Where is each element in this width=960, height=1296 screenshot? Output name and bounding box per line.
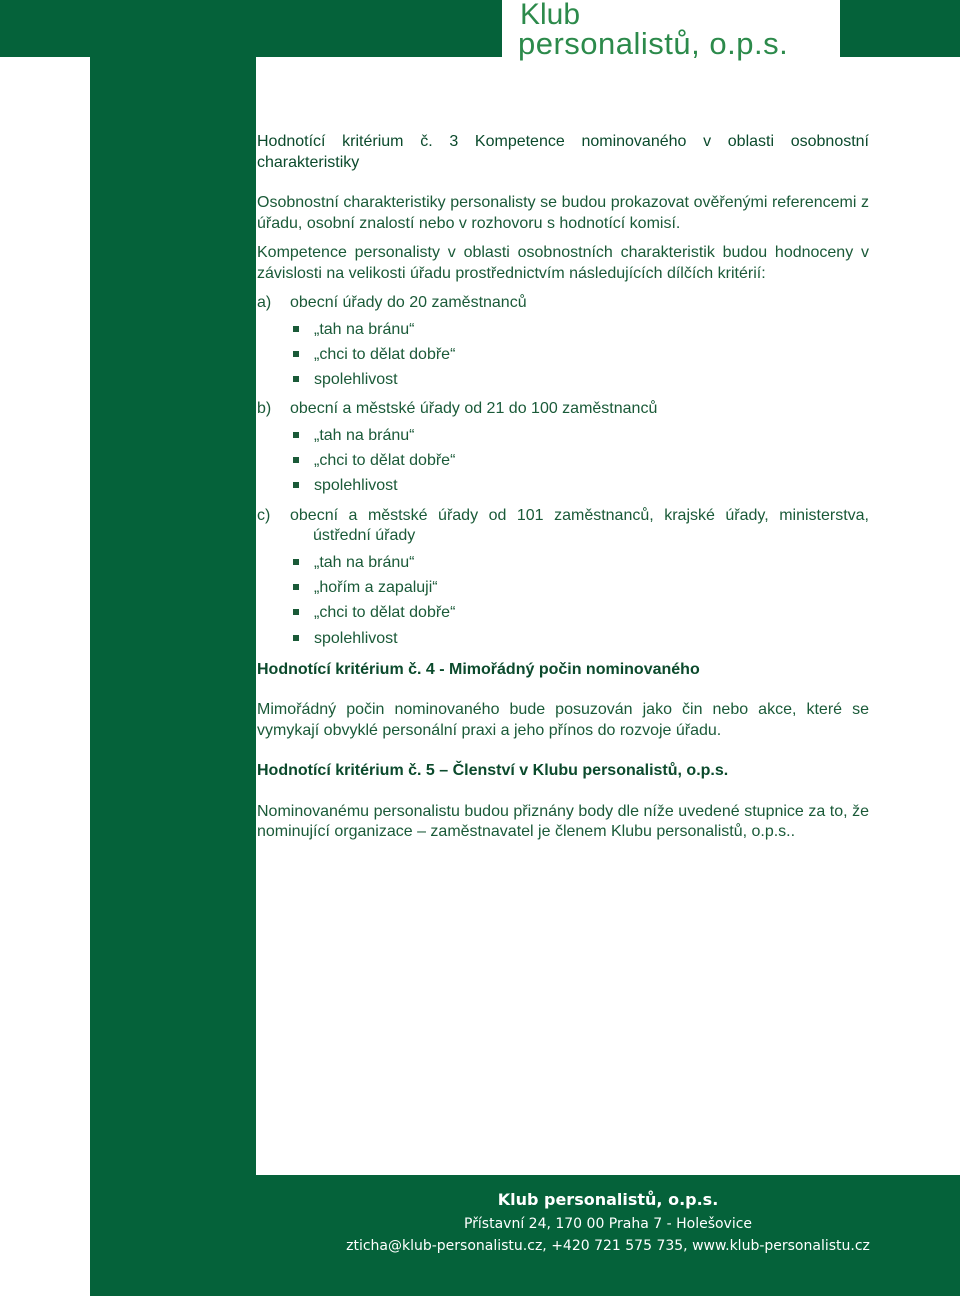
- section3-paragraph-2: Kompetence personalisty v oblasti osobnostních charakteristik budou hodnoceny v závislosti na velikosti úřadu prostřednictvím následujících dílčích kritérií:: [257, 244, 869, 282]
- list-item: „tah na bránu“: [257, 550, 869, 575]
- footer-contact: zticha@klub-personalistu.cz, +420 721 575 735, www.klub-personalistu.cz: [346, 1238, 870, 1254]
- section4-heading: Hodnotící kritérium č. 4 - Mimořádný počin nominovaného: [257, 660, 700, 678]
- bullet-square-icon: [293, 432, 299, 438]
- list-item: „chci to dělat dobře“: [257, 600, 869, 625]
- group-c-bullets: [257, 550, 869, 651]
- section4-paragraph: Mimořádný počin nominovaného bude posuzován jako čin nebo akce, které se vymykají obvyklé personální praxi a jeho přínos do rozvoje úřadu.: [257, 701, 869, 739]
- list-item: spolehlivost: [257, 626, 869, 651]
- group-letter: c): [257, 506, 271, 524]
- bullet-square-icon: [293, 609, 299, 615]
- logo-line-1: Klub: [520, 0, 581, 31]
- section5-heading: Hodnotící kritérium č. 5 – Členství v Klubu personalistů, o.p.s.: [257, 762, 729, 780]
- group-text: obecní a městské úřady od 21 do 100 zaměstnanců: [290, 400, 658, 418]
- list-item: „chci to dělat dobře“: [257, 448, 869, 473]
- group-letter: b): [257, 400, 272, 418]
- bullet-square-icon: [293, 457, 299, 463]
- group-text: obecní úřady do 20 zaměstnanců: [290, 294, 527, 311]
- list-item: „tah na bránu“: [257, 317, 869, 342]
- list-item: „tah na bránu“: [257, 423, 869, 448]
- criteria-group-c: [257, 506, 869, 547]
- group-b-bullets: [257, 423, 869, 499]
- group-letter: a): [257, 294, 272, 311]
- group-a-bullets: [257, 317, 869, 393]
- section3-heading: Hodnotící kritérium č. 3 Kompetence nominovaného v oblasti osobnostní charakteristiky: [257, 133, 869, 171]
- bullet-square-icon: [293, 326, 299, 332]
- footer-org-name: Klub personalistů, o.p.s.: [497, 1190, 719, 1209]
- list-item: „hořím a zapaluji“: [257, 575, 869, 600]
- criteria-group-b: [257, 399, 869, 420]
- bullet-square-icon: [293, 635, 299, 641]
- group-text: obecní a městské úřady od 101 zaměstnanců, krajské úřady, ministerstva, ústřední úřady: [290, 506, 869, 545]
- logo-line-2: personalistů, o.p.s.: [518, 26, 789, 61]
- document-body: [257, 132, 869, 843]
- bullet-square-icon: [293, 482, 299, 488]
- footer: [256, 1185, 960, 1257]
- section3-paragraph-1: Osobnostní charakteristiky personalisty se budou prokazovat ověřenými referencemi z úřadu, osobní znalostí nebo v rozhovoru s hodnotící komisí.: [257, 194, 869, 232]
- list-item: spolehlivost: [257, 473, 869, 498]
- footer-address: Přístavní 24, 170 00 Praha 7 - Holešovice: [463, 1216, 753, 1232]
- bullet-square-icon: [293, 584, 299, 590]
- bullet-square-icon: [293, 559, 299, 565]
- header-band-right: [840, 0, 960, 57]
- bullet-square-icon: [293, 376, 299, 382]
- klub-logo: [518, 0, 838, 66]
- bullet-square-icon: [293, 351, 299, 357]
- left-sidebar-band: [90, 0, 256, 1296]
- criteria-list: [257, 293, 869, 651]
- criteria-group-a: [257, 293, 869, 314]
- list-item: „chci to dělat dobře“: [257, 342, 869, 367]
- section5-paragraph: Nominovanému personalistu budou přiznány body dle níže uvedené stupnice za to, že nominující organizace – zaměstnavatel je členem Klubu personalistů, o.p.s..: [257, 802, 869, 841]
- list-item: spolehlivost: [257, 367, 869, 392]
